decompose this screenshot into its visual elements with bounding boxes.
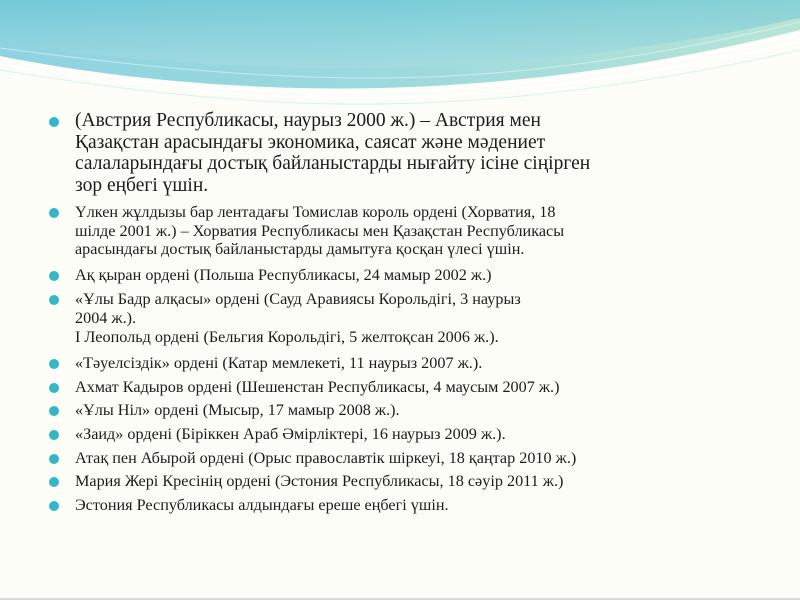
list-item-text: «Ұлы Ніл» ордені (Мысыр, 17 мамыр 2008 ж.). (75, 401, 400, 420)
bullet-icon (49, 208, 59, 218)
list-item (47, 401, 767, 420)
list-item-text: «Тәуелсіздік» ордені (Катар мемлекеті, 11 наурыз 2007 ж.). (75, 354, 483, 373)
bullet-icon (49, 406, 59, 416)
list-item-text: Атақ пен Абырой ордені (Орыс православтік шіркеуі, 18 қаңтар 2010 ж.) (75, 448, 577, 467)
list-item (47, 449, 767, 468)
list-item (47, 203, 767, 259)
list-item-text: «Ұлы Бадр алқасы» ордені (Сауд Аравиясы Корольдігі, 3 наурыз 2004 ж.). I Леопольд ордені (Бельгия Корольдігі, 5 желтоқсан 2006 ж.). (75, 290, 521, 346)
list-item-text: «Заид» ордені (Біріккен Араб Әмірліктері, 16 наурыз 2009 ж.). (75, 424, 506, 443)
list-item (47, 354, 767, 373)
bullet-icon (49, 477, 59, 487)
list-item (47, 378, 767, 397)
decorative-wave-banner (0, 0, 800, 110)
bullet-icon (49, 430, 59, 440)
bullet-icon (49, 295, 59, 305)
bullet-icon (49, 271, 59, 281)
bullet-icon (49, 359, 59, 369)
list-item-text: Ақ қыран ордені (Польша Республикасы, 24 мамыр 2002 ж.) (75, 265, 492, 284)
list-item-text: Үлкен жұлдызы бар лентадағы Томислав король ордені (Хорватия, 18 шілде 2001 ж.) – Хорватия Республикасы мен Қазақстан Республикасы арасындағы достық байланыстарды дамытуға қосқан үлесі үшін. (75, 203, 565, 259)
list-item (47, 290, 767, 346)
bullet-icon (49, 383, 59, 393)
list-item-text: Ахмат Кадыров ордені (Шешенстан Республикасы, 4 маусым 2007 ж.) (75, 377, 560, 396)
list-item (47, 425, 767, 444)
list-item (47, 110, 767, 196)
list-item-text: Мария Жері Кресінің ордені (Эстония Республикасы, 18 сәуір 2011 ж.) (75, 472, 564, 491)
list-item-text: Эстония Республикасы алдындағы ереше еңбегі үшін. (75, 495, 449, 514)
bullet-icon (49, 454, 59, 464)
list-item-text: (Австрия Республикасы, наурыз 2000 ж.) – Австрия мен Қазақстан арасындағы экономика, саясат және мәдениет салаларындағы достық байланыстарды нығайту ісіне сіңірген зор еңбегі үшін. (75, 110, 591, 196)
list-item (47, 266, 767, 285)
bullet-icon (49, 501, 59, 511)
bullet-list (47, 110, 767, 514)
list-item (47, 496, 767, 515)
bullet-icon (49, 117, 59, 127)
list-item (47, 472, 767, 491)
